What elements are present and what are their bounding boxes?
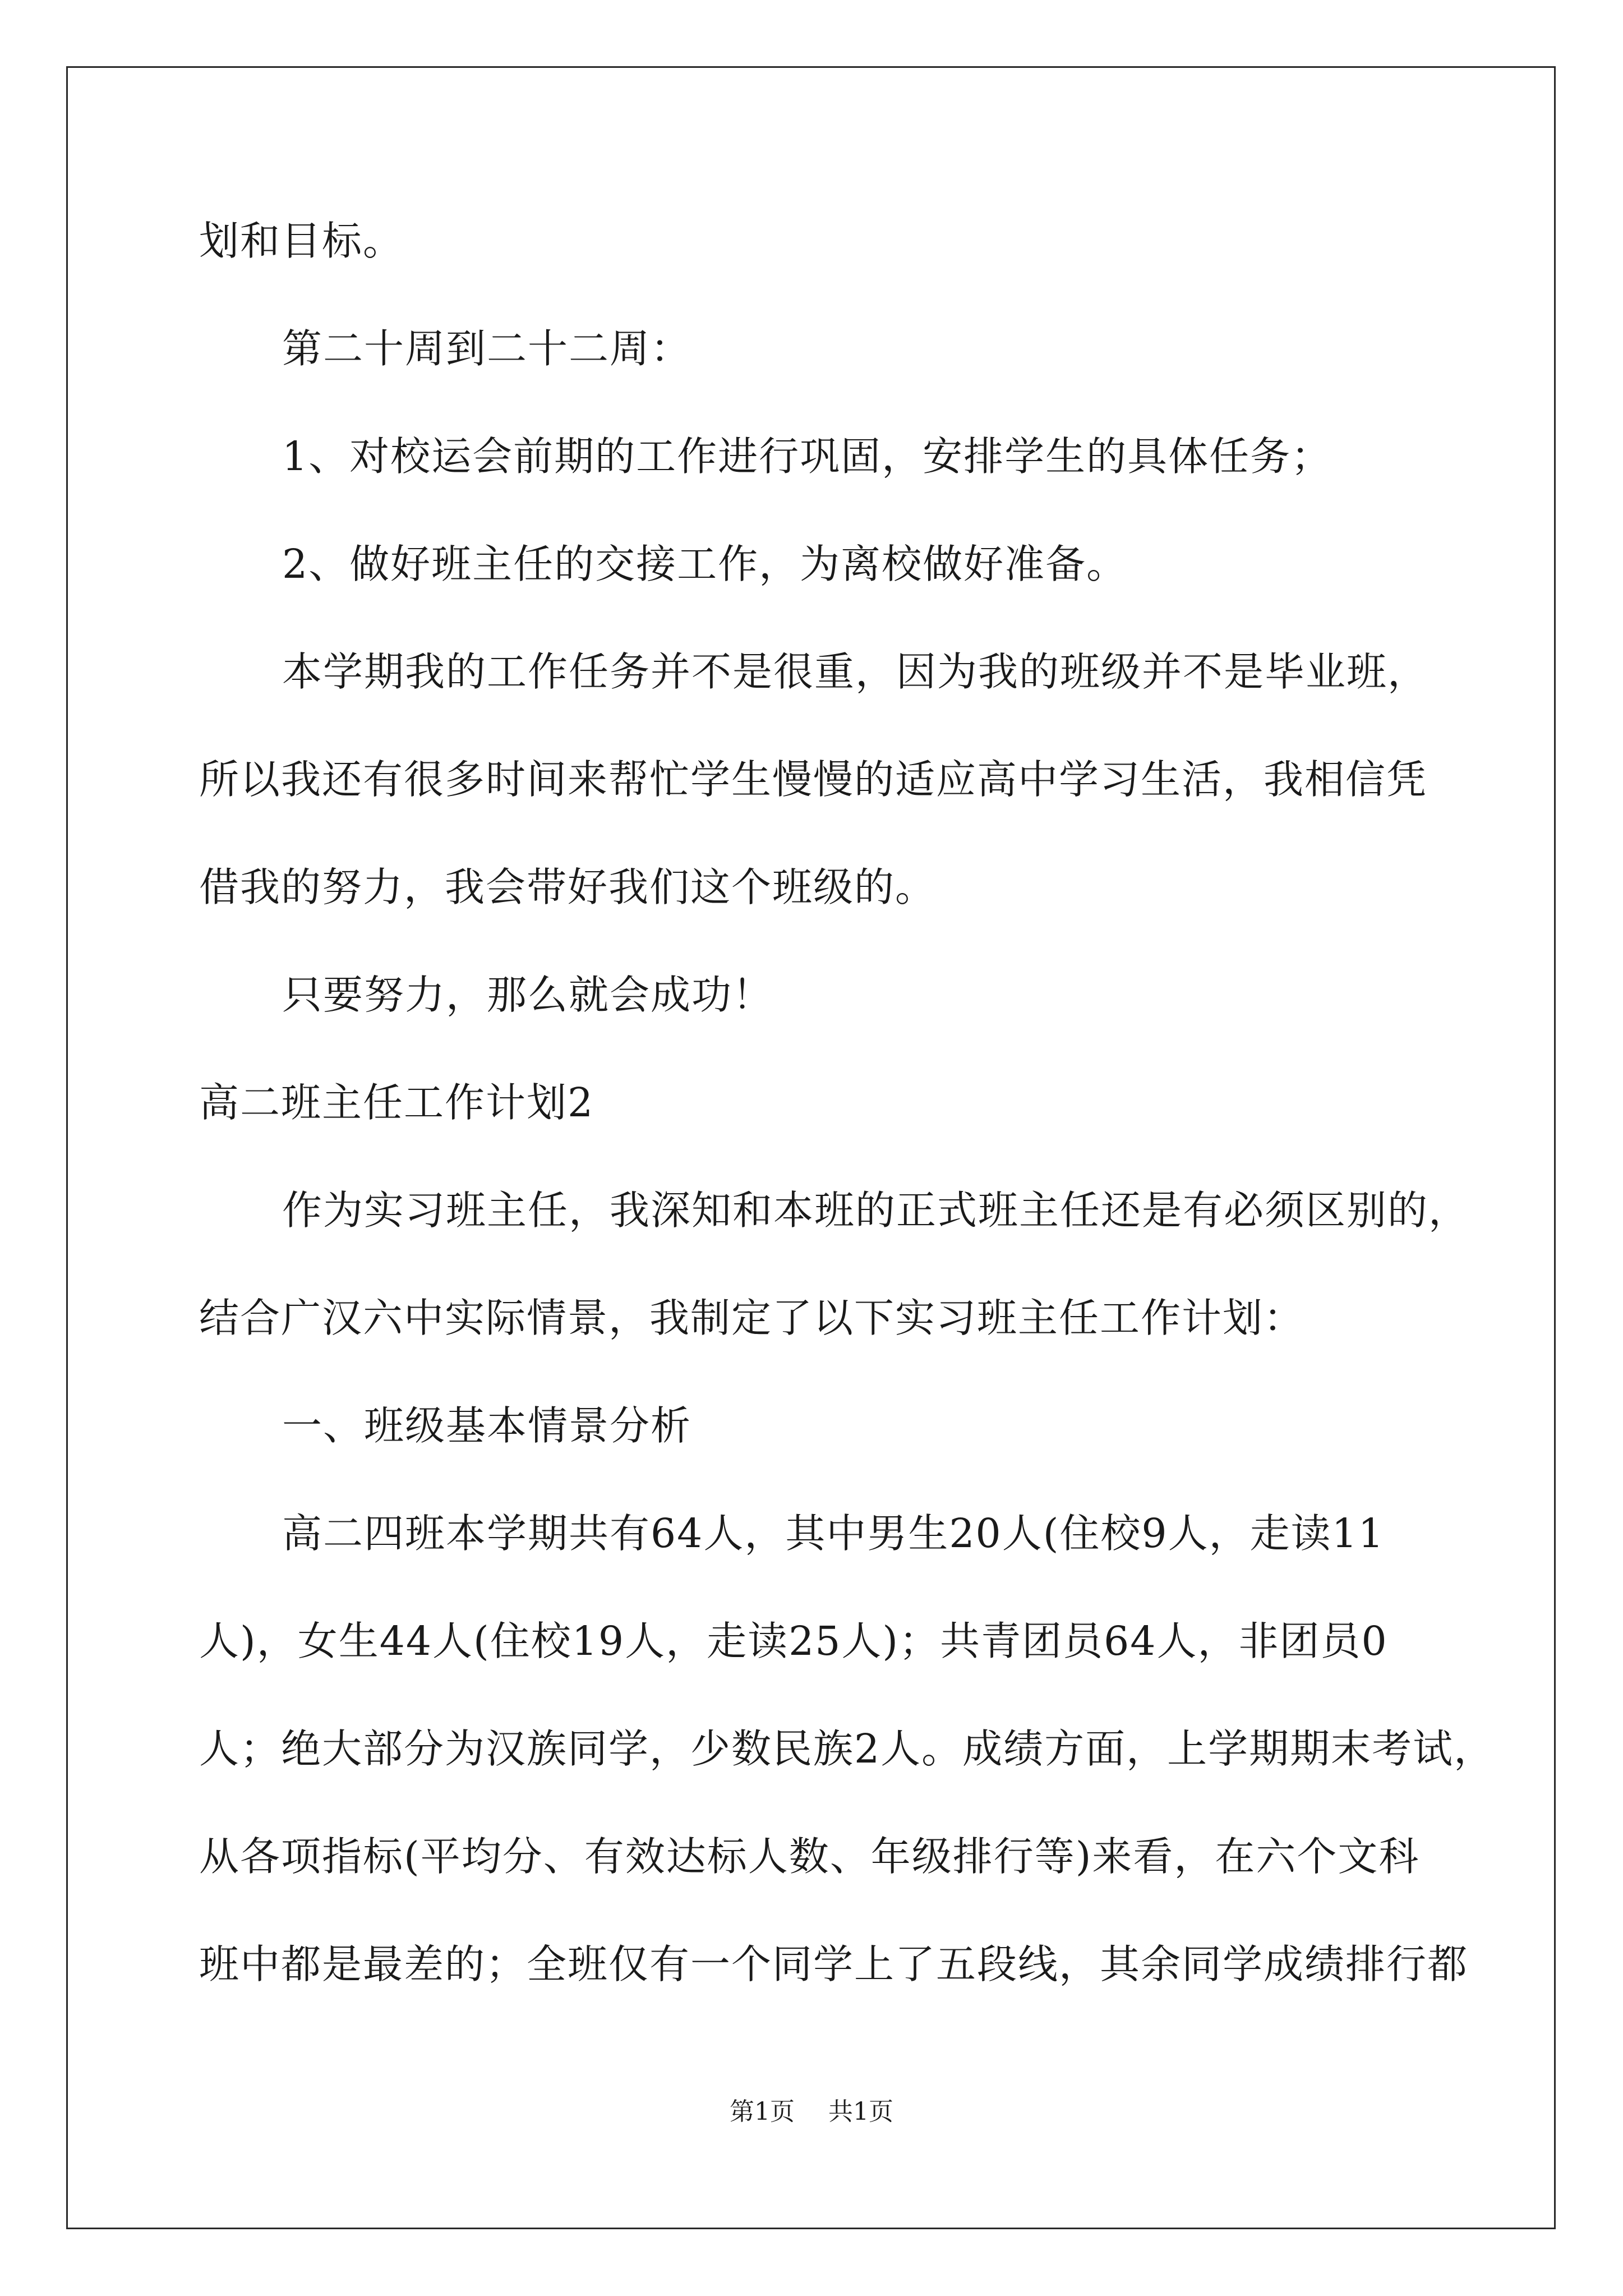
text-line: 本学期我的工作任务并不是很重，因为我的班级并不是毕业班， — [282, 648, 1429, 695]
text-line: 从各项指标(平均分、有效达标人数、年级排行等)来看，在六个文科 — [199, 1833, 1420, 1880]
text-line: 2、做好班主任的交接工作，为离校做好准备。 — [282, 541, 1128, 587]
text-line: 人)，女生44人(住校19人，走读25人)；共青团员64人，非团员0 — [199, 1618, 1388, 1664]
subsection-heading: 一、班级基本情景分析 — [282, 1402, 692, 1449]
page-footer — [0, 2095, 1623, 2129]
text-line: 借我的努力，我会带好我们这个班级的。 — [199, 864, 937, 910]
text-line: 人；绝大部分为汉族同学，少数民族2人。成绩方面，上学期期末考试， — [199, 1726, 1495, 1772]
text-line: 结合广汉六中实际情景，我制定了以下实习班主任工作计划： — [199, 1295, 1305, 1341]
text-line: 1、对校运会前期的工作进行巩固，安排学生的具体任务； — [282, 433, 1332, 480]
text-line: 所以我还有很多时间来帮忙学生慢慢的适应高中学习生活，我相信凭 — [199, 756, 1428, 803]
text-line: 班中都是最差的；全班仅有一个同学上了五段线，其余同学成绩排行都 — [199, 1941, 1469, 1987]
text-line: 只要努力，那么就会成功！ — [282, 972, 774, 1018]
text-line: 高二四班本学期共有64人，其中男生20人(住校9人，走读11 — [282, 1510, 1385, 1557]
page-number: 第1页 — [730, 2097, 795, 2126]
page-border — [66, 66, 1556, 2229]
section-heading: 高二班主任工作计划2 — [199, 1079, 594, 1126]
text-line: 划和目标。 — [199, 218, 404, 264]
text-line: 第二十周到二十二周： — [282, 325, 692, 372]
page-total: 共1页 — [828, 2097, 893, 2126]
text-line: 作为实习班主任，我深知和本班的正式班主任还是有必须区别的， — [282, 1187, 1470, 1234]
